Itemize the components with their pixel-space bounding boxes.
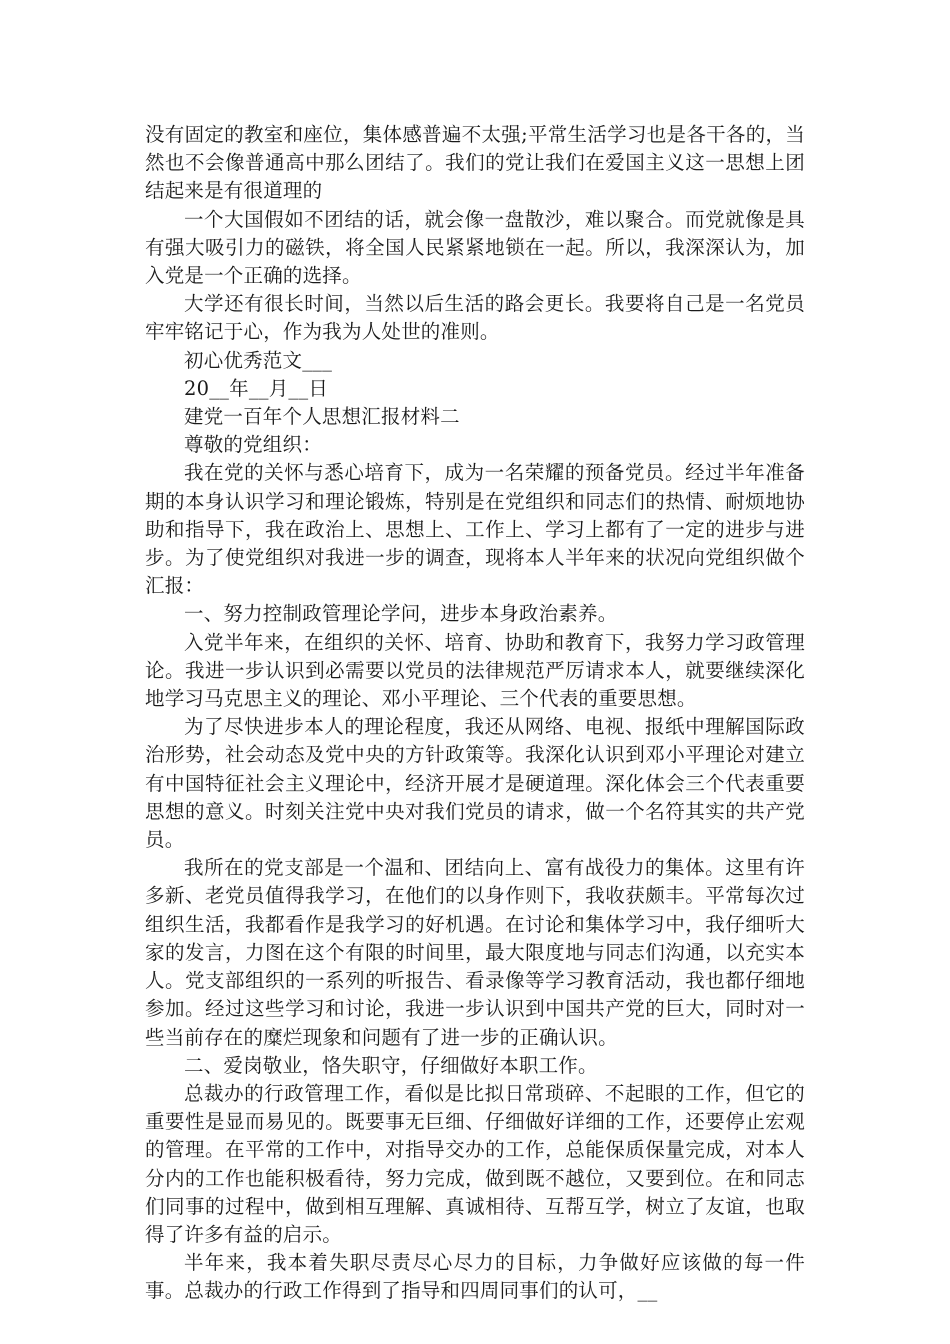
document-page	[145, 121, 805, 1306]
paragraph-3: 大学还有很长时间，当然以后生活的路会更长。我要将自己是一名党员牢牢铭记于心，作为我为人处世的准则。	[145, 292, 805, 344]
paragraph-12: 我所在的党支部是一个温和、团结向上、富有战役力的集体。这里有许多新、老党员值得我学习，在他们的以身作则下，我收获颇丰。平常每次过组织生活，我都看作是我学习的好机遇。在讨论和集体学习中，我仔细听大家的发言，力图在这个有限的时间里，最大限度地与同志们沟通，以充实本人。党支部组织的一系列的听报告、看录像等学习教育活动，我也都仔细地参加。经过这些学习和讨论，我进一步认识到中国共产党的巨大，同时对一些当前存在的糜烂现象和问题有了进一步的正确认识。	[145, 856, 805, 1049]
section-title: 建党一百年个人思想汇报材料二	[184, 405, 460, 429]
salutation: 尊敬的党组织：	[184, 433, 322, 457]
paragraph-1: 没有固定的教室和座位，集体感普遍不太强;平常生活学习也是各干各的，当然也不会像普通高中那么团结了。我们的党让我们在爱国主义这一思想上团结起来是有很道理的	[145, 123, 805, 203]
paragraph-10: 入党半年来，在组织的关怀、培育、协助和教育下，我努力学习政管理论。我进一步认识到必需要以党员的法律规范严厉请求本人，就要继续深化地学习马克思主义的理论、邓小平理论、三个代表的重要思想。	[145, 630, 805, 711]
paragraph-15: 半年来，我本着失职尽责尽心尽力的目标，力争做好应该做的每一件事。总裁办的行政工作得到了指导和四周同事们的认可，__	[145, 1251, 805, 1303]
date-line: 20__年__月__日	[184, 376, 329, 400]
paragraph-2: 一个大国假如不团结的话，就会像一盘散沙，难以聚合。而党就像是具有强大吸引力的磁铁，将全国人民紧紧地锁在一起。所以，我深深认为，加入党是一个正确的选择。	[145, 207, 805, 288]
heading-2: 二、爱岗敬业，恪失职守，仔细做好本职工作。	[184, 1053, 598, 1077]
heading-1: 一、努力控制政管理论学问，进步本身政治素养。	[184, 602, 618, 626]
signature-line: 初心优秀范文___	[184, 348, 333, 372]
paragraph-8: 我在党的关怀与悉心培育下，成为一名荣耀的预备党员。经过半年准备期的本身认识学习和理论锻炼，特别是在党组织和同志们的热情、耐烦地协助和指导下，我在政治上、思想上、工作上、学习上都有了一定的进步与进步。为了使党组织对我进一步的调查，现将本人半年来的状况向党组织做个汇报：	[145, 461, 805, 598]
paragraph-11: 为了尽快进步本人的理论程度，我还从网络、电视、报纸中理解国际政治形势，社会动态及党中央的方针政策等。我深化认识到邓小平理论对建立有中国特征社会主义理论中，经济开展才是硬道理。深化体会三个代表重要思想的意义。时刻关注党中央对我们党员的请求，做一个名符其实的共产党员。	[145, 715, 805, 852]
paragraph-14: 总裁办的行政管理工作，看似是比拟日常琐碎、不起眼的工作，但它的重要性是显而易见的。既要事无巨细、仔细做好详细的工作，还要停止宏观的管理。在平常的工作中，对指导交办的工作，总能保质保量完成，对本人分内的工作也能积极看待，努力完成，做到既不越位，又要到位。在和同志们同事的过程中，做到相互理解、真诚相待、互帮互学，树立了友谊，也取得了许多有益的启示。	[145, 1081, 805, 1246]
